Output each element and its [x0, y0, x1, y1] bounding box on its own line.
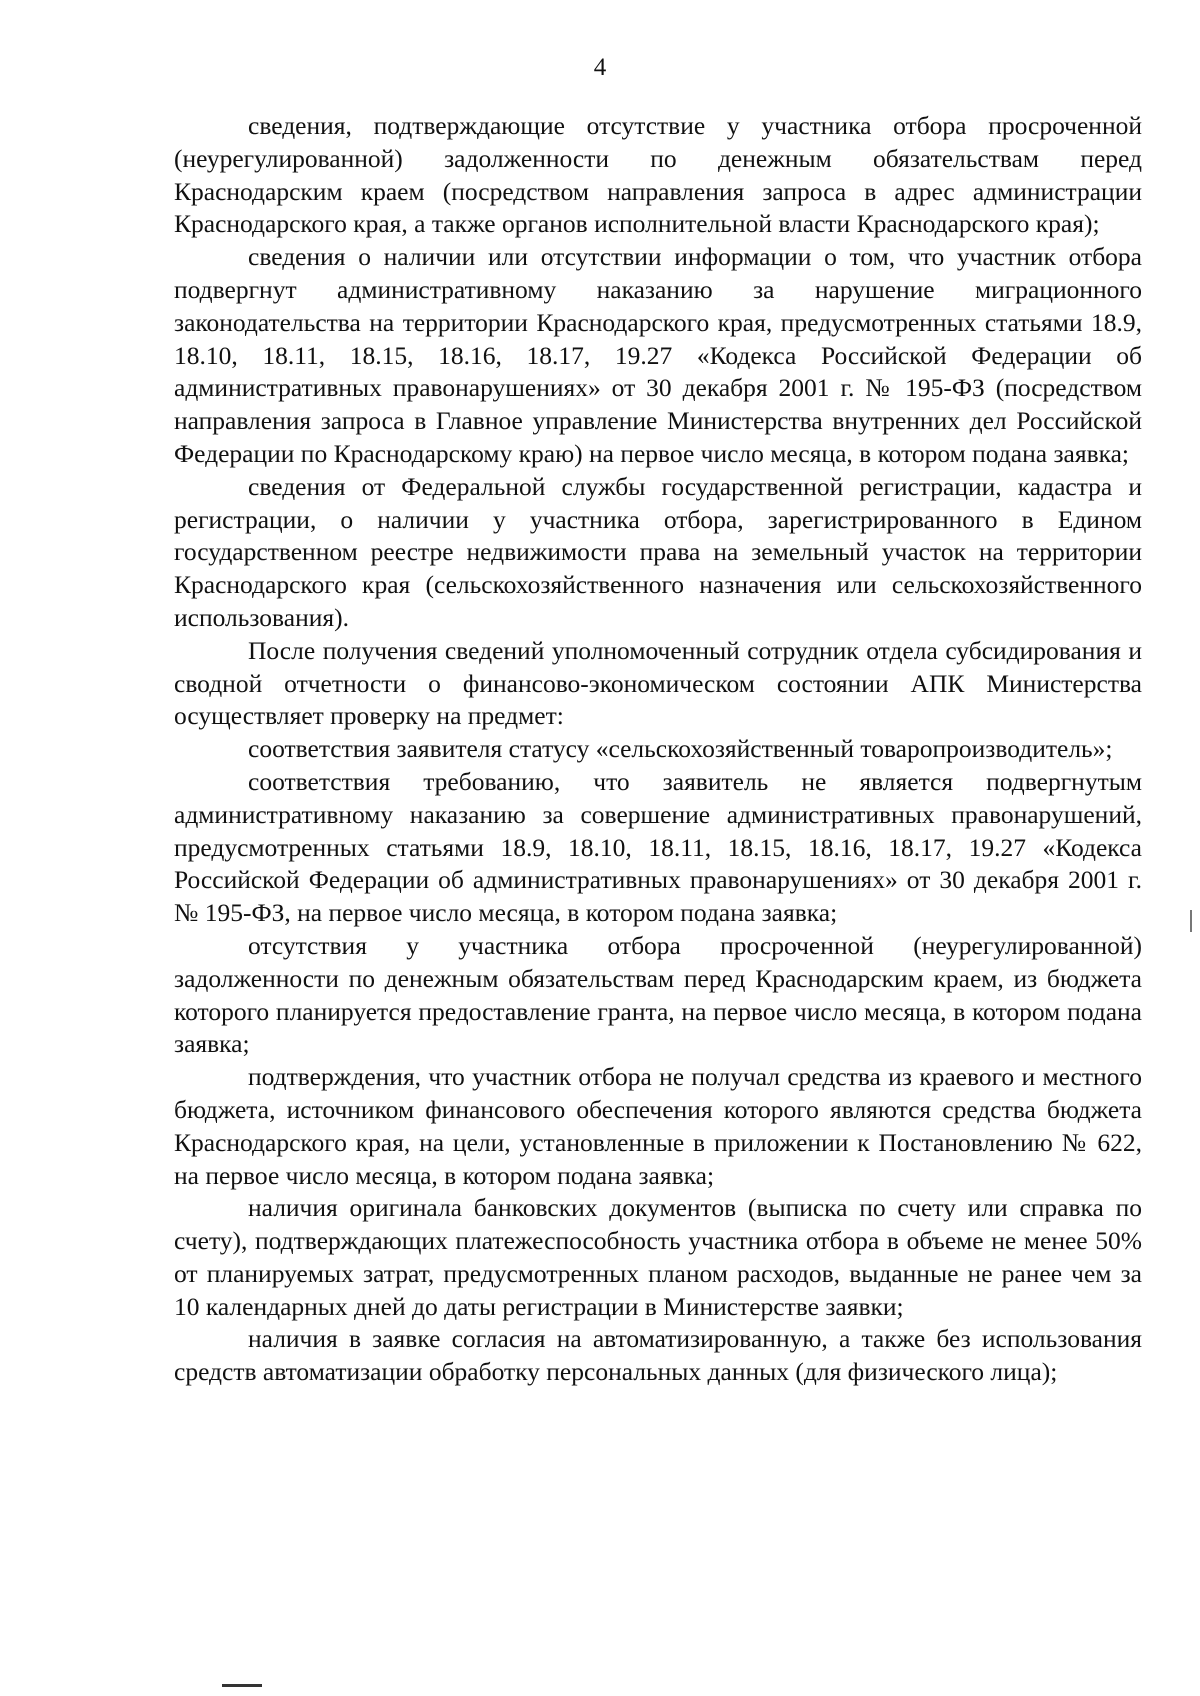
paragraph-verification-intro: После получения сведений уполномоченный сотрудник отдела субсидирования и сводной отчетности о финансово-экономическом состоянии АПК Министерства осуществляет проверку на предмет: [174, 635, 1142, 731]
scan-margin-mark [1190, 910, 1192, 932]
scan-bottom-mark [222, 1684, 262, 1687]
page-number: 4 [593, 54, 607, 81]
paragraph-producer-status-check: соответствия заявителя статусу «сельскохозяйственный товаропроизводитель»; [248, 734, 1113, 764]
paragraph-migration-penalty-info: сведения о наличии или отсутствии информации о том, что участник отбора подвергнут административному наказанию за нарушение миграционного законодательства на территории Краснодарского края, предусмотренных статьями 18.9, 18.10, 18.11, 18.15, 18.16, 18.17, 19.27 «Кодекса Российской Федерации об административных правонарушениях» от 30 декабря 2001 г. № 195-ФЗ (посредством направления запроса в Главное управление Министерства внутренних дел Российской Федерации по Краснодарскому краю) на первое число месяца, в котором подана заявка; [174, 242, 1142, 468]
paragraph-debt-absence-check: отсутствия у участника отбора просроченной (неурегулированной) задолженности по денежным обязательствам перед Краснодарским краем, из бюджета которого планируется предоставление гранта, на первое число месяца, в котором подана заявка; [174, 930, 1142, 1059]
document-body [174, 110, 1142, 1389]
paragraph-debt-info-request: сведения, подтверждающие отсутствие у участника отбора просроченной (неурегулированной) задолженности по денежным обязательствам перед Краснодарским краем (посредством направления запроса в адрес администрации Краснодарского края, а также органов исполнительной власти Краснодарского края); [174, 111, 1142, 239]
paragraph-land-registry-info: сведения от Федеральной службы государственной регистрации, кадастра и регистрации, о наличии у участника отбора, зарегистрированного в Едином государственном реестре недвижимости права на земельный участок на территории Краснодарского края (сельскохозяйственного назначения или сельскохозяйственного использования). [174, 471, 1142, 632]
paragraph-bank-documents-check: наличия оригинала банковских документов (выписка по счету или справка по счету), подтверждающих платежеспособность участника отбора в объеме не менее 50% от планируемых затрат, предусмотренных планом расходов, выданные не ранее чем за 10 календарных дней до даты регистрации в Министерстве заявки; [174, 1193, 1142, 1321]
paragraph-admin-penalty-check: соответствия требованию, что заявитель не является подвергнутым административному наказанию за совершение административных правонарушений, предусмотренных статьями 18.9, 18.10, 18.11, 18.15, 18.16, 18.17, 19.27 «Кодекса Российской Федерации об административных правонарушениях» от 30 декабря 2001 г. № 195-ФЗ, на первое число месяца, в котором подана заявка; [174, 766, 1142, 928]
paragraph-no-prior-funds-check: подтверждения, что участник отбора не получал средства из краевого и местного бюджета, источником финансового обеспечения которого являются средства бюджета Краснодарского края, на цели, установленные в приложении к Постановлению № 622, на первое число месяца, в котором подана заявка; [174, 1062, 1142, 1190]
paragraph-personal-data-consent-check: наличия в заявке согласия на автоматизированную, а также без использования средств автоматизации обработку персональных данных (для физического лица); [174, 1324, 1142, 1387]
